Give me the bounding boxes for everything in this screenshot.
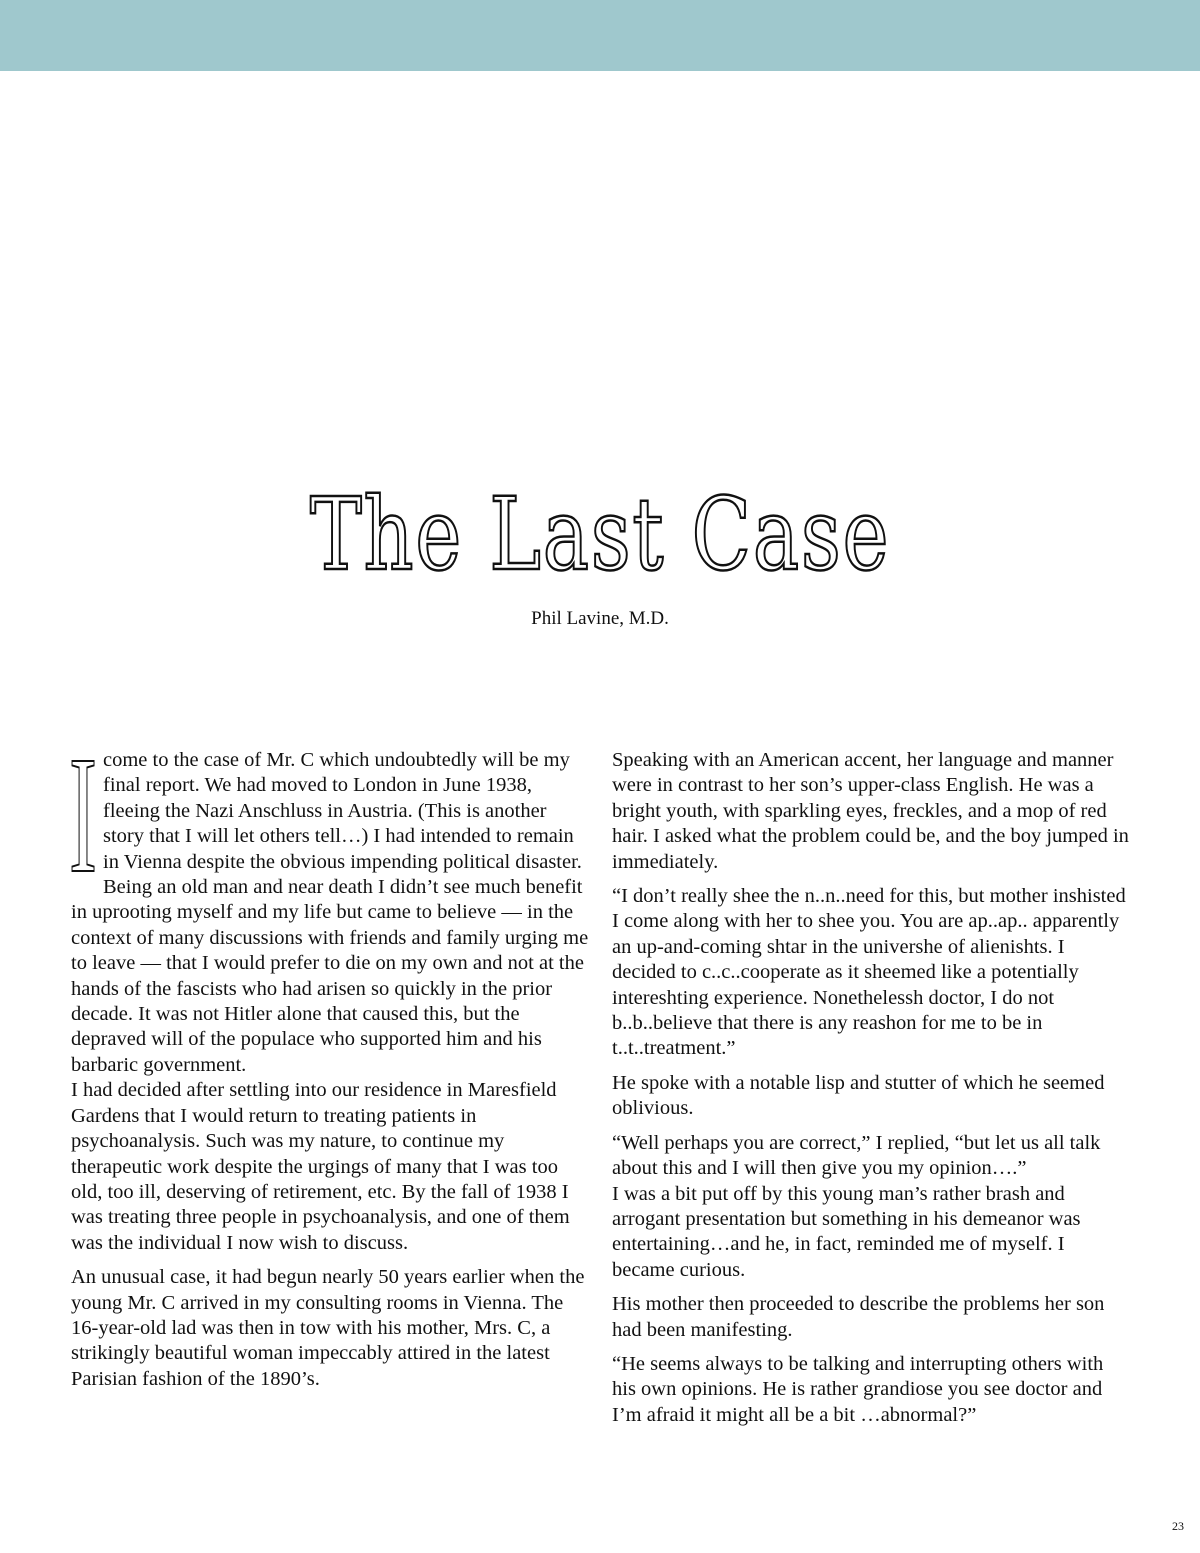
paragraph: “I don’t really shee the n..n..need for this, but mother inshisted I come along with her to shee you. You are ap..ap.. apparently an up-and-coming shtar in the univershe of alienishts. I decided to c..c..cooperate as it sheemed like a potentially intereshting experience. Nonethelessh doctor, I do not b..b..believe that there is any reashon for me to be in t..t..treatment.” [612,885,1126,1060]
paragraph: I had decided after settling into our residence in Maresfield Gardens that I would return to treating patients in psychoanalysis. Such was my nature, to continue my therapeutic work despite the urgings of many that I was too old, too ill, deserving of retirement, etc. By the fall of 1938 I was treating three people in psychoanalysis, and one of them was the individual I now wish to discuss. [71,1079,570,1254]
paragraph: His mother then proceeded to describe the problems her son had been manifesting. [612,1293,1105,1341]
left-column [69,722,591,1401]
paragraph: “Well perhaps you are correct,” I replied, “but let us all talk about this and I will then give you my opinion….” [612,1131,1101,1180]
paragraph: Speaking with an American accent, her language and manner were in contrast to her son’s upper-class English. He was a bright youth, with sparkling eyes, freckles, and a mop of red hair. I asked what the problem could be, and the boy jumped in immediately. [612,749,1129,873]
page-number: 23 [1172,1519,1184,1533]
drop-cap: I [69,722,97,908]
paragraph: I was a bit put off by this young man’s rather brash and arrogant presentation but something in his demeanor was entertaining…and he, in fact, reminded me of myself. I became curious. [612,1182,1081,1281]
author-byline: Phil Lavine, M.D. [531,608,669,629]
paragraph: “He seems always to be talking and interrupting others with his own opinions. He is rather grandiose you see doctor and I’m afraid it might all be a bit …abnormal?” [612,1352,1104,1426]
right-column [612,748,1132,1437]
top-color-band [0,0,1200,71]
paragraph: He spoke with a notable lisp and stutter of which he seemed oblivious. [612,1071,1105,1120]
paragraph-text: come to the case of Mr. C which undoubtedly will be my final report. We had moved to London in June 1938, fleeing the Nazi Anschluss in Austria. (This is another story that I will let others tell…) I had intended to remain in Vienna despite the obvious impending political disaster. Being an old man and near death I didn’t see much benefit in uprooting myself and my life but came to believe — in the context of many discussions with friends and family urging me to leave — that I would prefer to die on my own and not at the hands of the fascists who had arisen so quickly in the prior decade. It was not Hitler alone that caused this, but the depraved will of the populace who supported him and his barbaric government. [71,749,589,1076]
paragraph [69,722,591,1078]
paragraph: An unusual case, it had begun nearly 50 years earlier when the young Mr. C arrived in my consulting rooms in Vienna. The 16-year-old lad was then in tow with his mother, Mrs. C, a strikingly beautiful woman impeccably attired in the latest Parisian fashion of the 1890’s. [71,1266,585,1390]
article-title: The Last Case [309,476,891,593]
